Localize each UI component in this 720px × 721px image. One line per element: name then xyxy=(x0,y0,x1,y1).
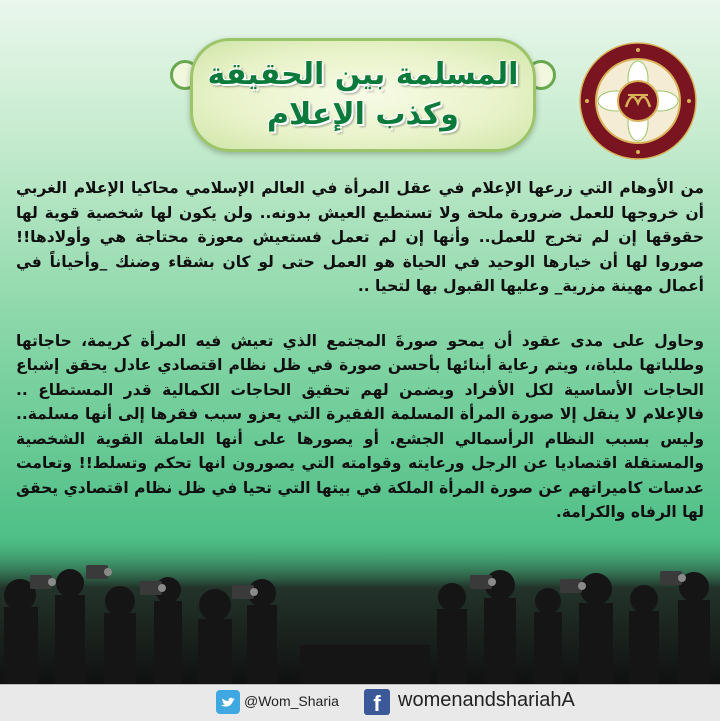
women-and-sharia-seal-logo xyxy=(568,42,708,160)
article-paragraph-1: من الأوهام التي زرعها الإعلام في عقل المرأة في العالم الإسلامي محاكيا الإعلام الغربي أن خروجها للعمل ضرورة ملحة ولا تستطيع العيش بدونه.. ولن يكون لها شخصية قوية لها حقوقها إن لم تخرج للعمل.. وأنها إن لم تعمل فستعيش معوزة محتاجة هي وأولادها!! صوروا لها أن خيارها الوحيد في الحياة هو العمل حتى لو كان بشقاء وضنك _وأحياناً في أعمال مهينة مزرية_ وعليها القبول بها لتحيا .. xyxy=(16,179,704,295)
facebook-icon[interactable]: f xyxy=(364,689,390,715)
article-paragraph-2: وحاول على مدى عقود أن يمحو صورةَ المجتمع الذي تعيش فيه المرأة كريمة، حاجاتها وطلباتها ملباة،، ويتم رعاية أبنائها بأحسن صورة في ظل نظام اقتصادي عادل يحقق إشباع الحاجات الأساسية لكل الأفراد ويضمن لهم تحقيق الحاجات الكمالية قدر المستطاع .. فالإعلام لا ينقل إلا صورة المرأة المسلمة الفقيرة التي يعزو سبب فقرها إلى أنها مسلمة.. وليس بسبب النظام الرأسمالي الجشع. أو يصورها على أنها العاملة القوية الشخصية والمستقلة اقتصاديا عن الرجل ورعايته وقوامته التي يصورون انها تحكم وتسلط!! وتعامت عدسات كاميراتهم عن صورة المرأة الملكة في بيتها التي تحيا في ظل نظام اقتصادي يحقق لها الرفاه والكرامة. xyxy=(16,331,704,521)
facebook-page-link[interactable]: womenandshariahA xyxy=(398,689,575,711)
footer-bar xyxy=(0,684,720,721)
title-line-2: وكذب الإعلام xyxy=(267,97,459,132)
title-line-1: المسلمة بين الحقيقة xyxy=(207,57,519,92)
photographers-crowd-image xyxy=(0,535,720,685)
twitter-bird-icon[interactable] xyxy=(216,690,240,714)
article-body xyxy=(16,176,704,555)
title-banner xyxy=(190,38,536,152)
twitter-handle-link[interactable]: @Wom_Sharia xyxy=(244,693,339,709)
